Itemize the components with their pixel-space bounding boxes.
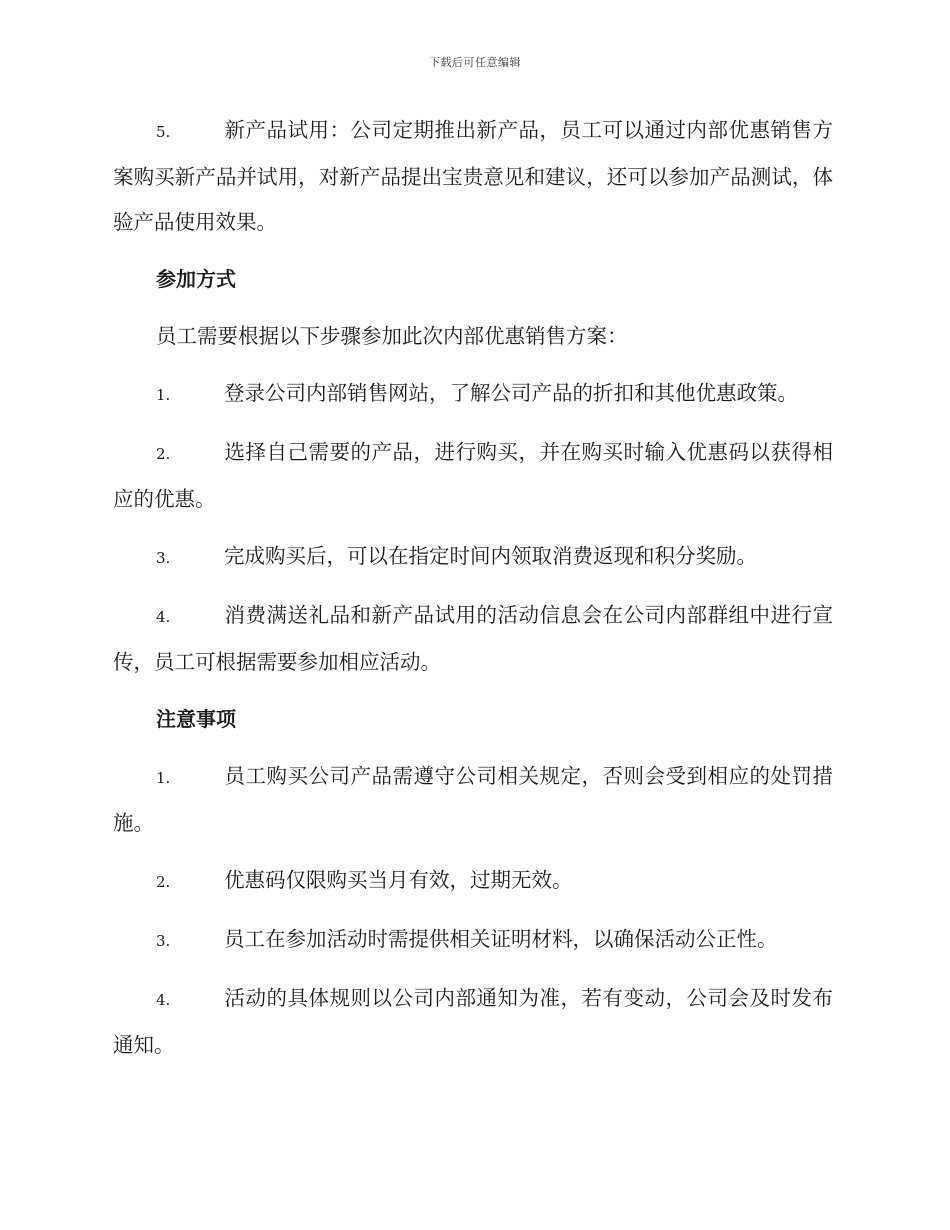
section-heading-participation: 参加方式 — [156, 267, 236, 291]
list-text: 活动的具体规则以公司内部通知为准，若有变动，公司会及时发布通知。 — [113, 986, 833, 1057]
list-number: 3. — [156, 549, 171, 567]
participation-item-1 — [113, 371, 833, 418]
document-body — [113, 108, 833, 1080]
notes-item-4 — [113, 976, 833, 1068]
list-text: 消费满送礼品和新产品试用的活动信息会在公司内部群组中进行宣传，员工可根据需要参加相应活动。 — [113, 603, 833, 674]
list-text: 完成购买后，可以在指定时间内领取消费返现和积分奖励。 — [224, 544, 757, 568]
list-text: 员工在参加活动时需提供相关证明材料，以确保活动公正性。 — [224, 927, 778, 951]
notes-item-2 — [113, 858, 833, 905]
list-text: 登录公司内部销售网站，了解公司产品的折扣和其他优惠政策。 — [224, 381, 798, 405]
list-text: 选择自己需要的产品，进行购买，并在购买时输入优惠码以获得相应的优惠。 — [113, 440, 833, 511]
list-number: 1. — [156, 769, 171, 787]
list-number: 2. — [156, 445, 171, 463]
section-heading-notes: 注意事项 — [156, 707, 236, 731]
notes-item-3 — [113, 917, 833, 964]
list-number: 4. — [156, 991, 171, 1009]
list-number: 2. — [156, 873, 171, 891]
list-number: 3. — [156, 932, 171, 950]
participation-item-4 — [113, 593, 833, 685]
participation-item-2 — [113, 430, 833, 522]
list-number: 1. — [156, 386, 171, 404]
list-text: 员工购买公司产品需遵守公司相关规定，否则会受到相应的处罚措施。 — [113, 764, 833, 835]
list-number: 4. — [156, 608, 171, 626]
list-text: 优惠码仅限购买当月有效，过期无效。 — [224, 868, 573, 892]
page-header: 下载后可任意编辑 — [429, 56, 521, 69]
list-text: 新产品试用：公司定期推出新产品，员工可以通过内部优惠销售方案购买新产品并试用，对新产品提出宝贵意见和建议，还可以参加产品测试，体验产品使用效果。 — [113, 118, 833, 234]
list-item-new-product-trial — [113, 108, 833, 245]
participation-lead: 员工需要根据以下步骤参加此次内部优惠销售方案： — [156, 324, 628, 348]
participation-item-3 — [113, 534, 833, 581]
list-number: 5. — [156, 123, 171, 141]
notes-item-1 — [113, 754, 833, 846]
